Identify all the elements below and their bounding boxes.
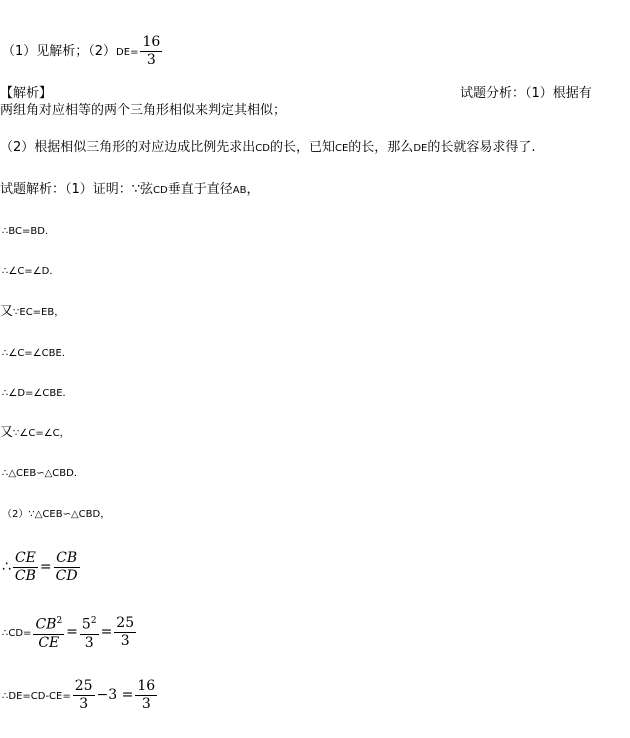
solution-intro	[0, 182, 259, 199]
de-fraction-2	[135, 678, 157, 713]
analysis-line2	[0, 140, 535, 157]
de-fraction-1-numerator: 25	[74, 678, 93, 694]
solution-intro-cd: CD	[153, 185, 168, 196]
answer-de-label: DE=	[116, 47, 139, 58]
solution-intro-b: 垂直于直径	[167, 182, 233, 197]
analysis-de: DE	[413, 143, 428, 154]
cd-fraction-3-denominator: 3	[120, 633, 130, 649]
cd-label: ∴CD=	[2, 628, 32, 639]
cd-equation	[2, 613, 138, 653]
cd-fraction-3-numerator: 25	[116, 615, 135, 631]
ratio-2-numerator: CB	[54, 550, 80, 568]
solution-intro-c: ，	[246, 182, 260, 197]
cd-fraction-3	[114, 615, 136, 650]
ratio-1-denominator: CB	[14, 568, 36, 584]
de-label: ∴DE=CD-CE=	[2, 691, 71, 702]
step-1: ∴BC=BD．	[2, 226, 55, 237]
de-fraction-1	[73, 678, 95, 713]
step-3-text: ∵EC=EB，	[13, 307, 65, 318]
step-7: ∴△CEB∽△CBD．	[2, 468, 84, 479]
answer-de-fraction	[140, 34, 162, 69]
solution-intro-a: 试题解析：（1）证明：∵弦	[0, 182, 154, 197]
answer-line	[2, 34, 164, 69]
ratio-fraction-2	[54, 550, 80, 585]
step-6-text: ∵∠C=∠C，	[13, 428, 70, 439]
analysis-line2b: 的长，已知	[269, 140, 335, 155]
analysis-line1: 两组角对应相等的两个三角形相似来判定其相似；	[0, 103, 287, 118]
ratio-equation	[2, 548, 82, 587]
de-fraction-2-numerator: 16	[137, 678, 156, 694]
therefore-symbol: ∴	[2, 559, 11, 575]
cd-fraction-2	[80, 613, 99, 652]
step-3-you: 又	[0, 304, 14, 319]
step-6	[0, 425, 70, 442]
answer-part1: （1）见解析；（2）	[2, 44, 117, 59]
step-3	[0, 304, 64, 321]
de-minus: −3 =	[96, 687, 134, 703]
analysis-line2a: （2）根据相似三角形的对应边成比例先求出	[0, 140, 256, 155]
answer-de-numerator: 16	[142, 34, 161, 50]
analysis-title: 试题分析：（1）根据有	[460, 86, 592, 101]
cd-five: 5	[81, 616, 91, 633]
cd-five-exponent: 2	[90, 616, 97, 627]
step-8: （2）∵△CEB∽△CBD，	[2, 509, 111, 520]
analysis-line2c: 的长，那么	[348, 140, 414, 155]
ratio-1-numerator: CE	[13, 550, 38, 568]
step-6-you: 又	[0, 425, 14, 440]
de-fraction-1-denominator: 3	[79, 696, 89, 712]
step-2: ∴∠C=∠D．	[2, 266, 60, 277]
analysis-cd: CD	[255, 143, 270, 154]
cd-fraction-2-numerator	[80, 613, 99, 635]
solution-intro-ab: AB	[232, 185, 247, 196]
analysis-heading: 【解析】	[0, 86, 53, 101]
de-fraction-2-denominator: 3	[141, 696, 151, 712]
cd-fraction-1-denominator: CE	[38, 634, 60, 651]
step-5: ∴∠D=∠CBE．	[2, 388, 73, 399]
answer-de-denominator: 3	[146, 52, 156, 68]
cd-equals-1: =	[66, 624, 78, 640]
ratio-equals: =	[39, 559, 52, 575]
ratio-fraction-1	[13, 550, 38, 585]
cd-fraction-1-numerator	[33, 613, 64, 635]
cd-fraction-2-denominator: 3	[84, 634, 94, 651]
ratio-2-denominator: CD	[55, 568, 78, 584]
cd-cb-exponent: 2	[56, 616, 63, 627]
cd-cb: CB	[35, 616, 57, 633]
cd-fraction-1	[33, 613, 64, 652]
step-4: ∴∠C=∠CBE．	[2, 348, 72, 359]
analysis-line2d: 的长就容易求得了.	[427, 140, 536, 155]
cd-equals-2: =	[100, 624, 113, 640]
de-equation	[2, 676, 159, 716]
analysis-ce: CE	[334, 143, 349, 154]
